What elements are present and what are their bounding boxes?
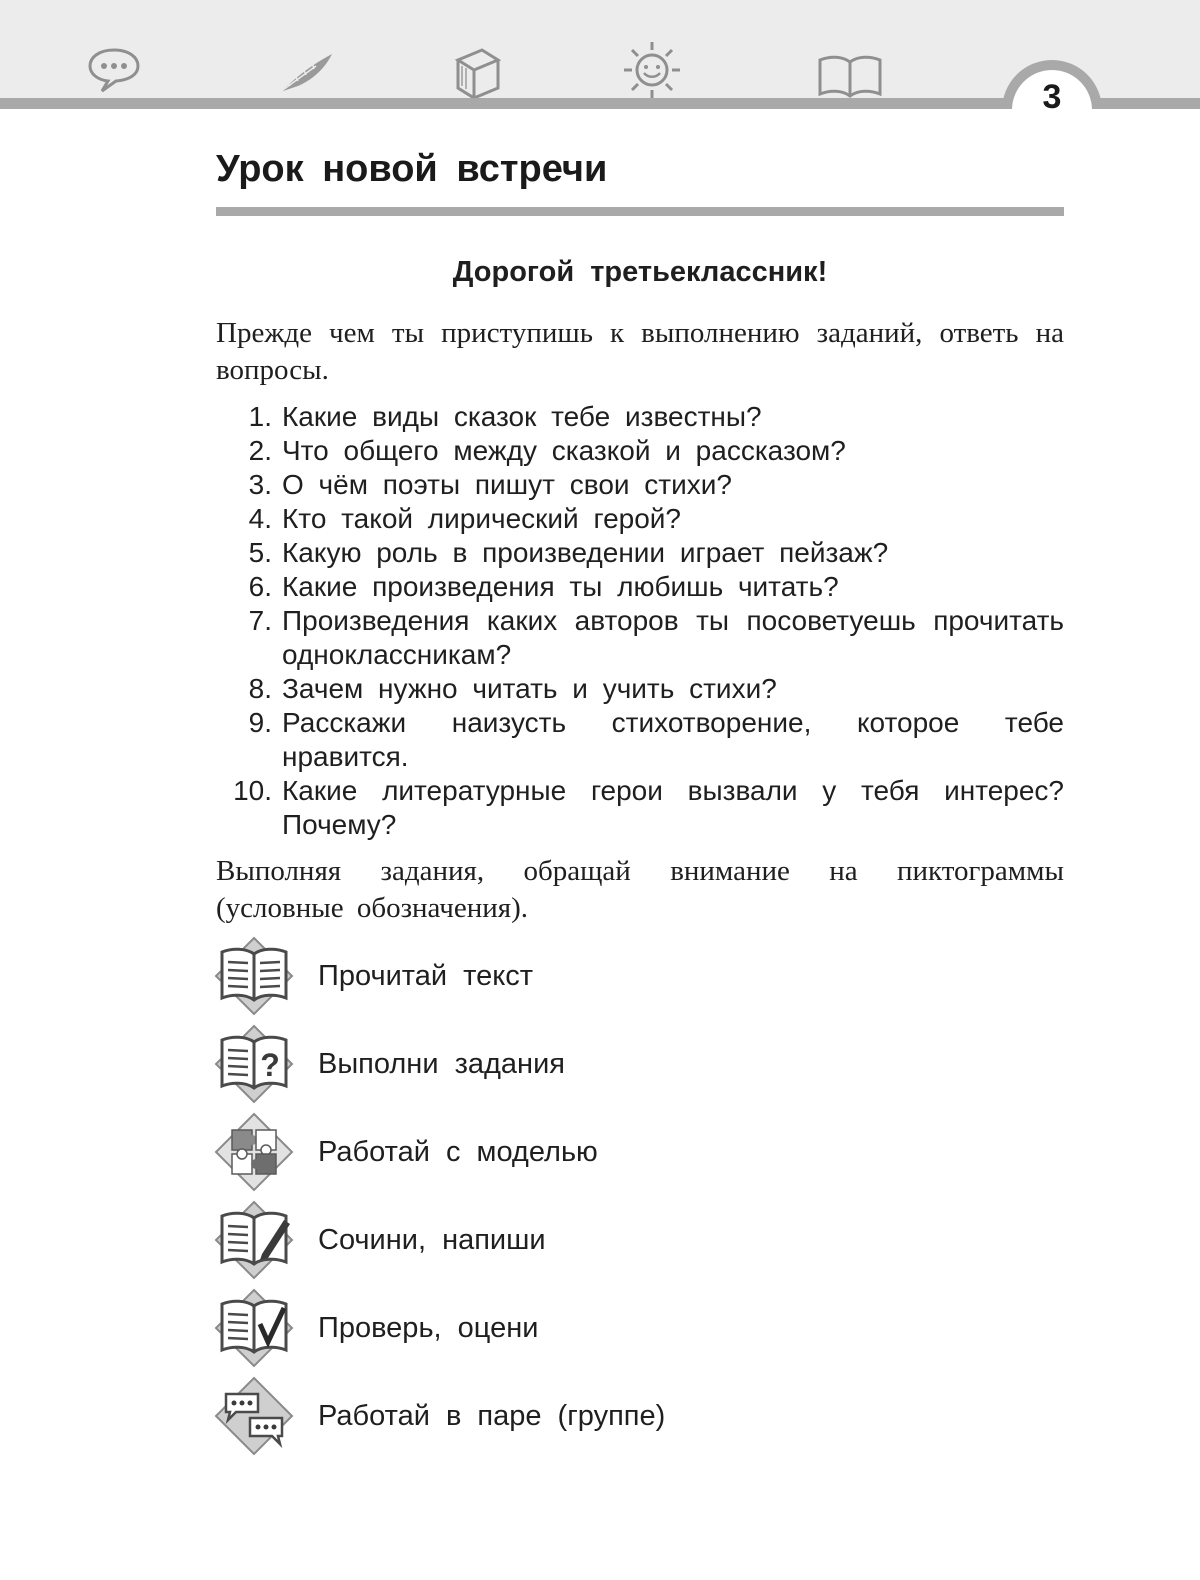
- legend-label: Работай с моделью: [318, 1135, 598, 1168]
- question-item: [216, 468, 1064, 502]
- legend-item-model: [214, 1112, 598, 1192]
- question-item: [216, 536, 1064, 570]
- question-number: 5.: [248, 537, 272, 568]
- question-item: [216, 400, 1064, 434]
- question-item: [216, 570, 1064, 604]
- questions-list: [216, 400, 1064, 842]
- question-text: О чём поэты пишут свои стихи?: [282, 469, 732, 500]
- legend-label: Сочини, напиши: [318, 1223, 546, 1256]
- model-puzzle-icon: [214, 1112, 294, 1192]
- question-item: [216, 434, 1064, 468]
- question-text: Какие литературные герои вызвали у тебя интерес? Почему?: [282, 775, 1064, 840]
- question-number: 9.: [248, 707, 272, 738]
- question-number: 1.: [248, 401, 272, 432]
- question-number: 8.: [248, 673, 272, 704]
- page-number-cover: [990, 109, 1114, 169]
- title-rule: [216, 207, 1064, 216]
- question-text: Какие виды сказок тебе известны?: [282, 401, 762, 432]
- sun-icon: [622, 40, 682, 100]
- book-icon: [452, 46, 504, 102]
- page-title: Урок новой встречи: [216, 148, 608, 190]
- speech-bubble-icon: [86, 44, 142, 96]
- question-number: 2.: [248, 435, 272, 466]
- question-number: 3.: [248, 469, 272, 500]
- question-item: [216, 502, 1064, 536]
- outro-paragraph: Выполняя задания, обращай внимание на пиктограммы (условные обозначения).: [216, 855, 1064, 924]
- read-text-icon: [214, 936, 294, 1016]
- question-text: Что общего между сказкой и рассказом?: [282, 435, 846, 466]
- question-number: 7.: [248, 605, 272, 636]
- question-text: Расскажи наизусть стихотворение, которое тебе нравится.: [282, 707, 1064, 772]
- legend-item-pair: [214, 1376, 665, 1456]
- page-number: 3: [1042, 78, 1062, 116]
- question-text: Зачем нужно читать и учить стихи?: [282, 673, 777, 704]
- feather-icon: [276, 50, 336, 96]
- question-number: 6.: [248, 571, 272, 602]
- legend-label: Работай в паре (группе): [318, 1399, 666, 1432]
- question-text: Кто такой лирический герой?: [282, 503, 681, 534]
- legend-label: Проверь, оцени: [318, 1311, 539, 1344]
- question-text: Произведения каких авторов ты посоветуешь прочитать одноклассникам?: [282, 605, 1064, 670]
- question-item: [216, 672, 1064, 706]
- svg-text:?: ?: [260, 1047, 280, 1083]
- question-item: [216, 774, 1064, 842]
- legend-label: Прочитай текст: [318, 959, 533, 992]
- legend-item-check: [214, 1288, 538, 1368]
- question-number: 10.: [233, 775, 272, 806]
- write-icon: [214, 1200, 294, 1280]
- open-book-icon: [816, 52, 884, 100]
- legend-item-write: [214, 1200, 546, 1280]
- intro-paragraph: Прежде чем ты приступишь к выполнению заданий, ответь на вопросы.: [216, 317, 1064, 386]
- pair-work-icon: [214, 1376, 294, 1456]
- question-number: 4.: [248, 503, 272, 534]
- do-tasks-icon: [214, 1024, 294, 1104]
- question-item: [216, 706, 1064, 774]
- greeting-heading: Дорогой третьеклассник!: [452, 256, 828, 288]
- legend-item-tasks: [214, 1024, 565, 1104]
- legend-item-read: [214, 936, 533, 1016]
- question-text: Какую роль в произведении играет пейзаж?: [282, 537, 889, 568]
- question-text: Какие произведения ты любишь читать?: [282, 571, 839, 602]
- check-icon: [214, 1288, 294, 1368]
- legend-label: Выполни задания: [318, 1047, 565, 1080]
- question-item: [216, 604, 1064, 672]
